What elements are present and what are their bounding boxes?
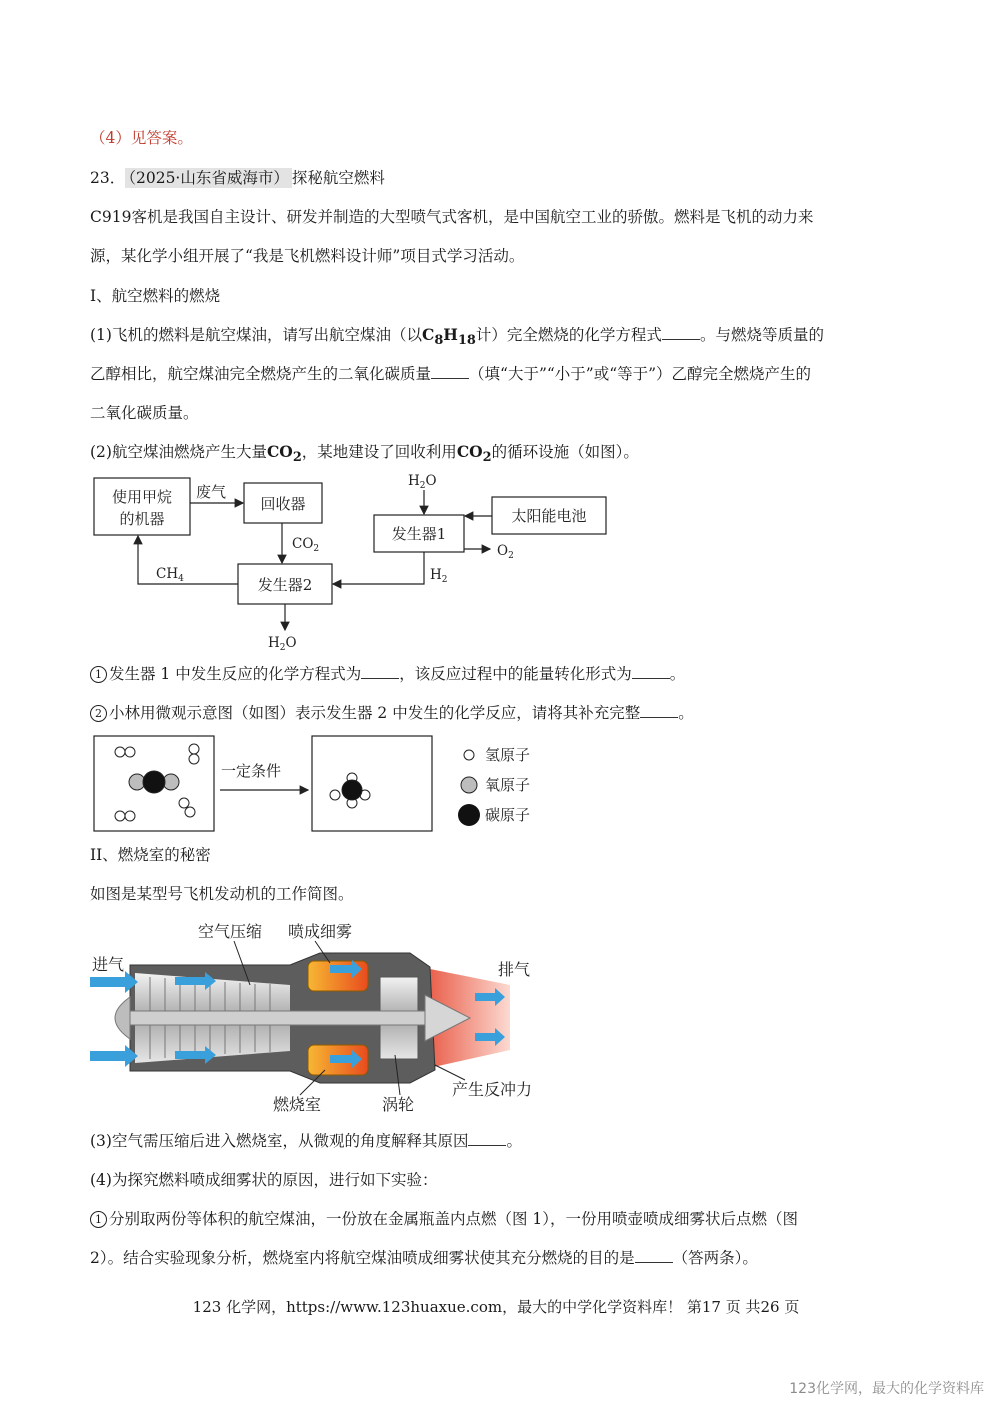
q1-line-3: 二氧化碳质量。: [90, 404, 199, 422]
q3-text-a: (3)空气需压缩后进入燃烧室，从微观的角度解释其原因: [90, 1132, 469, 1150]
o2-sub: 2: [508, 551, 514, 561]
q2-2-text-a: 小林用微观示意图（如图）表示发生器 2 中发生的化学反应，请将其补充完整: [109, 704, 641, 722]
ch4-flow-label: [156, 566, 184, 584]
answer-blank[interactable]: [640, 703, 678, 718]
q4-line: (4)为探究燃料喷成细雾状的原因，进行如下实验：: [90, 1171, 438, 1189]
q2-text-a: (2)航空煤油燃烧产生大量: [90, 443, 267, 461]
q2-2-line: [90, 702, 694, 724]
h2o-top-label: [408, 473, 437, 491]
q4-1-line-2: [90, 1247, 758, 1269]
spinner: [115, 997, 130, 1039]
q2-line: [90, 441, 639, 469]
intro-line-2: 源，某化学小组开展了“我是飞机燃料设计师”项目式学习活动。: [90, 247, 525, 265]
machine-label-2: 的机器: [119, 510, 165, 528]
co2-text: CO: [292, 536, 314, 552]
micro-reaction-diagram: [90, 733, 550, 835]
section-2-title: II、燃烧室的秘密: [90, 846, 211, 864]
question-number: 23．: [90, 169, 126, 187]
q1-line2-text-b: （填“大于”“小于”或“等于”）乙醇完全燃烧产生的: [469, 365, 812, 383]
q3-text-b: 。: [506, 1132, 522, 1150]
answer-blank[interactable]: [632, 664, 670, 679]
label-spray-mist: 喷成细雾: [288, 922, 353, 941]
ch4-text: CH: [156, 566, 179, 582]
o-text: O: [425, 473, 437, 489]
circled-number: 1: [90, 666, 107, 683]
answer-blank[interactable]: [361, 664, 399, 679]
q2-text-b: ，某地建设了回收利用: [301, 443, 457, 461]
label-thrust: 产生反冲力: [452, 1080, 533, 1099]
circled-number: 1: [90, 1211, 107, 1228]
q2-text-c: 的循环设施（如图）。: [491, 443, 639, 461]
label-intake: 进气: [92, 955, 125, 974]
q2-1-text-a: 发生器 1 中发生反应的化学方程式为: [109, 665, 362, 683]
h-sub: 2: [279, 643, 286, 653]
reaction-condition: 一定条件: [221, 762, 282, 780]
h-text: H: [408, 473, 420, 489]
answer-blank[interactable]: [635, 1248, 673, 1263]
q2-1-text-b: ，该反应过程中的能量转化形式为: [399, 665, 632, 683]
q1-text-b: 计）完全燃烧的化学方程式: [475, 326, 662, 344]
shaft: [130, 1011, 430, 1025]
label-turbine: 涡轮: [382, 1095, 415, 1114]
intro-line-1: C919客机是我国自主设计、研发并制造的大型喷气式客机，是中国航空工业的骄傲。燃料是飞机的动力来: [90, 208, 814, 226]
q2-1-text-c: 。: [669, 665, 686, 683]
q4-1-text-a: 2）。结合实验现象分析，燃烧室内将航空煤油喷成细雾状使其充分燃烧的目的是: [90, 1249, 635, 1267]
h2-sub: 2: [441, 575, 448, 585]
engine-intro: 如图是某型号飞机发动机的工作简图。: [90, 885, 354, 903]
waste-gas-label: 废气: [196, 483, 227, 501]
q1-text-c: 。与燃烧等质量的: [699, 326, 824, 344]
co2-cycle-diagram: [90, 470, 630, 658]
q1-line-2: [90, 363, 811, 385]
q1-text: (1)飞机的燃料是航空煤油，请写出航空煤油（以: [90, 326, 422, 344]
question-header: [90, 167, 385, 189]
formula-c8h18: [421, 325, 476, 349]
generator1-label: 发生器1: [391, 525, 447, 543]
co2-flow-label: [292, 536, 319, 554]
formula-c: C: [421, 325, 435, 344]
h2-text: H: [430, 567, 442, 583]
circled-number: 2: [90, 705, 107, 722]
q2-1-line: [90, 663, 685, 685]
q3-line: [90, 1130, 522, 1152]
co2-sub: 2: [292, 450, 302, 466]
q1-line2-text: 乙醇相比，航空煤油完全燃烧产生的二氧化碳质量: [90, 365, 432, 383]
section-1-title: I、航空燃料的燃烧: [90, 287, 221, 305]
watermark: 123化学网，最大的化学资料库: [789, 1381, 984, 1397]
co2-text: CO: [456, 442, 483, 461]
recycler-label: 回收器: [260, 495, 306, 513]
formula-co2: [266, 442, 302, 466]
o2-flow-label: [497, 543, 514, 561]
ch4-sub: 4: [178, 574, 184, 584]
formula-co2: [456, 442, 492, 466]
q2-2-text-b: 。: [678, 704, 694, 722]
generator2-label: 发生器2: [257, 576, 313, 594]
q4-1-text-b: （答两条）。: [672, 1249, 758, 1267]
page-footer: 123 化学网，https://www.123huaxue.com，最大的中学化学资料库！ 第17 页 共26 页: [192, 1298, 800, 1316]
solar-label: 太阳能电池: [511, 507, 587, 525]
label-combustor: 燃烧室: [273, 1095, 322, 1114]
co2-text: CO: [266, 442, 293, 461]
co2-sub: 2: [313, 544, 320, 554]
legend-hydrogen: 氢原子: [485, 746, 531, 764]
h-sub: 2: [419, 481, 426, 491]
legend-carbon: 碳原子: [485, 806, 531, 824]
label-air-compress: 空气压缩: [198, 922, 263, 941]
legend-oxygen: 氧原子: [485, 776, 531, 794]
label-exhaust: 排气: [498, 960, 531, 979]
answer-blank[interactable]: [468, 1131, 506, 1146]
q1-line-1: [90, 324, 824, 352]
formula-h: H: [443, 325, 458, 344]
h2-flow-label: [430, 567, 448, 585]
co2-sub: 2: [482, 450, 492, 466]
question-title: 探秘航空燃料: [291, 169, 385, 187]
o-text: O: [285, 635, 297, 651]
product-box: [312, 736, 432, 831]
answer-blank[interactable]: [431, 364, 469, 379]
h2o-bottom-label: [268, 635, 297, 653]
h-text: H: [268, 635, 280, 651]
machine-label-1: 使用甲烷: [111, 488, 173, 506]
q4-1-line-1: [90, 1208, 798, 1230]
answer-blank[interactable]: [662, 325, 700, 340]
question-source: （2025·山东省威海市）: [125, 168, 292, 188]
formula-c-sub: 8: [434, 333, 444, 349]
o2-text: O: [497, 543, 509, 559]
formula-h-sub: 18: [457, 333, 476, 349]
jet-engine-diagram: [90, 915, 560, 1120]
answer-note: （4）见答案。: [90, 129, 193, 147]
q4-1-text: 分别取两份等体积的航空煤油，一份放在金属瓶盖内点燃（图 1），一份用喷壶喷成细雾状后点燃（图: [109, 1210, 799, 1228]
